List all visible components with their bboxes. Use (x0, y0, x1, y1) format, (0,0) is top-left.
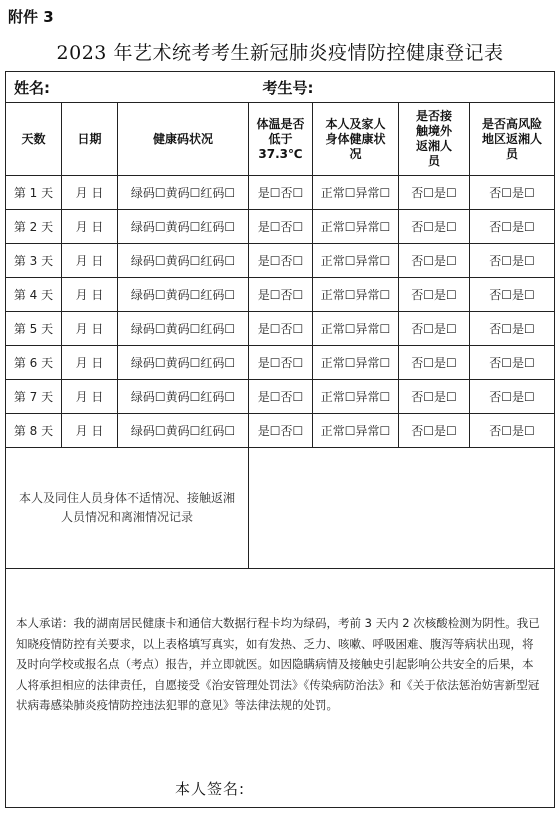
health-code-options[interactable]: 绿码☐黄码☐红码☐ (118, 244, 249, 278)
header-risk-area: 是否高风险地区返湘人员 (470, 103, 555, 176)
name-row (6, 72, 555, 103)
family-health-options[interactable]: 正常☐异常☐ (313, 176, 399, 210)
day-row (6, 312, 555, 346)
day-row (6, 176, 555, 210)
overseas-contact-options[interactable]: 否☐是☐ (399, 278, 470, 312)
health-code-options[interactable]: 绿码☐黄码☐红码☐ (118, 414, 249, 448)
header-day: 天数 (6, 103, 62, 176)
temperature-options[interactable]: 是☐否☐ (249, 414, 313, 448)
header-row (6, 103, 555, 176)
day-row (6, 414, 555, 448)
temperature-options[interactable]: 是☐否☐ (249, 244, 313, 278)
overseas-contact-options[interactable]: 否☐是☐ (399, 244, 470, 278)
overseas-contact-options[interactable]: 否☐是☐ (399, 312, 470, 346)
risk-area-options[interactable]: 否☐是☐ (470, 414, 555, 448)
promise-text: 本人承诺：我的湖南居民健康卡和通信大数据行程卡均为绿码，考前 3 天内 2 次核酸检测为阴性。我已知晓疫情防控有关要求，以上表格填写真实，如有发热、乏力、咳嗽、呼吸困难、腹泻等病状出现，将及时向学校或报名点（考点）报告，并立即就医。如因隐瞒病情及接触史引起影响公共安全的后果，本人将承担相应的法律责任，自愿接受《治安管理处罚法》《传染病防治法》和《关于依法惩治妨害新型冠状病毒感染肺炎疫情防控违法犯罪的意见》等法律法规的处罚。 (6, 569, 555, 808)
date-cell[interactable]: 月 日 (62, 176, 118, 210)
date-cell[interactable]: 月 日 (62, 414, 118, 448)
signature-label: 本人签名: (175, 780, 246, 798)
day-row (6, 380, 555, 414)
temperature-options[interactable]: 是☐否☐ (249, 312, 313, 346)
date-cell[interactable]: 月 日 (62, 380, 118, 414)
exam-number-label: 考生号: (262, 78, 314, 97)
family-health-options[interactable]: 正常☐异常☐ (313, 380, 399, 414)
day-cell: 第 4 天 (6, 278, 62, 312)
family-health-options[interactable]: 正常☐异常☐ (313, 210, 399, 244)
header-date: 日期 (62, 103, 118, 176)
date-cell[interactable]: 月 日 (62, 210, 118, 244)
risk-area-options[interactable]: 否☐是☐ (470, 346, 555, 380)
form-title: 2023 年艺术统考考生新冠肺炎疫情防控健康登记表 (56, 42, 504, 64)
day-cell: 第 3 天 (6, 244, 62, 278)
day-cell: 第 6 天 (6, 346, 62, 380)
date-cell[interactable]: 月 日 (62, 312, 118, 346)
risk-area-options[interactable]: 否☐是☐ (470, 380, 555, 414)
health-code-options[interactable]: 绿码☐黄码☐红码☐ (118, 346, 249, 380)
risk-area-options[interactable]: 否☐是☐ (470, 278, 555, 312)
family-health-options[interactable]: 正常☐异常☐ (313, 346, 399, 380)
day-rows (6, 176, 555, 448)
date-cell[interactable]: 月 日 (62, 278, 118, 312)
header-temperature: 体温是否低于37.3℃ (249, 103, 313, 176)
name-label: 姓名: (14, 78, 50, 97)
health-code-options[interactable]: 绿码☐黄码☐红码☐ (118, 176, 249, 210)
day-cell: 第 5 天 (6, 312, 62, 346)
day-cell: 第 2 天 (6, 210, 62, 244)
health-registration-table (5, 71, 555, 808)
remark-row (6, 448, 555, 569)
day-row (6, 244, 555, 278)
risk-area-options[interactable]: 否☐是☐ (470, 210, 555, 244)
promise-row (6, 569, 555, 808)
family-health-options[interactable]: 正常☐异常☐ (313, 312, 399, 346)
family-health-options[interactable]: 正常☐异常☐ (313, 414, 399, 448)
header-family-health: 本人及家人身体健康状况 (313, 103, 399, 176)
temperature-options[interactable]: 是☐否☐ (249, 278, 313, 312)
day-row (6, 346, 555, 380)
exam-number-field[interactable] (262, 72, 555, 103)
day-cell: 第 7 天 (6, 380, 62, 414)
health-code-options[interactable]: 绿码☐黄码☐红码☐ (118, 278, 249, 312)
remark-input[interactable] (249, 448, 555, 569)
risk-area-options[interactable]: 否☐是☐ (470, 176, 555, 210)
day-row (6, 278, 555, 312)
health-code-options[interactable]: 绿码☐黄码☐红码☐ (118, 380, 249, 414)
temperature-options[interactable]: 是☐否☐ (249, 176, 313, 210)
day-row (6, 210, 555, 244)
temperature-options[interactable]: 是☐否☐ (249, 210, 313, 244)
attachment-label: 附件 3 (8, 8, 54, 26)
day-cell: 第 1 天 (6, 176, 62, 210)
day-cell: 第 8 天 (6, 414, 62, 448)
temperature-options[interactable]: 是☐否☐ (249, 346, 313, 380)
family-health-options[interactable]: 正常☐异常☐ (313, 244, 399, 278)
overseas-contact-options[interactable]: 否☐是☐ (399, 176, 470, 210)
overseas-contact-options[interactable]: 否☐是☐ (399, 414, 470, 448)
date-cell[interactable]: 月 日 (62, 346, 118, 380)
overseas-contact-options[interactable]: 否☐是☐ (399, 380, 470, 414)
header-health-code: 健康码状况 (118, 103, 249, 176)
health-code-options[interactable]: 绿码☐黄码☐红码☐ (118, 312, 249, 346)
header-overseas-contact: 是否接触境外返湘人员 (399, 103, 470, 176)
overseas-contact-options[interactable]: 否☐是☐ (399, 346, 470, 380)
risk-area-options[interactable]: 否☐是☐ (470, 244, 555, 278)
date-cell[interactable]: 月 日 (62, 244, 118, 278)
temperature-options[interactable]: 是☐否☐ (249, 380, 313, 414)
family-health-options[interactable]: 正常☐异常☐ (313, 278, 399, 312)
overseas-contact-options[interactable]: 否☐是☐ (399, 210, 470, 244)
risk-area-options[interactable]: 否☐是☐ (470, 312, 555, 346)
remark-label: 本人及同住人员身体不适情况、接触返湘人员情况和离湘情况记录 (6, 448, 249, 569)
health-code-options[interactable]: 绿码☐黄码☐红码☐ (118, 210, 249, 244)
